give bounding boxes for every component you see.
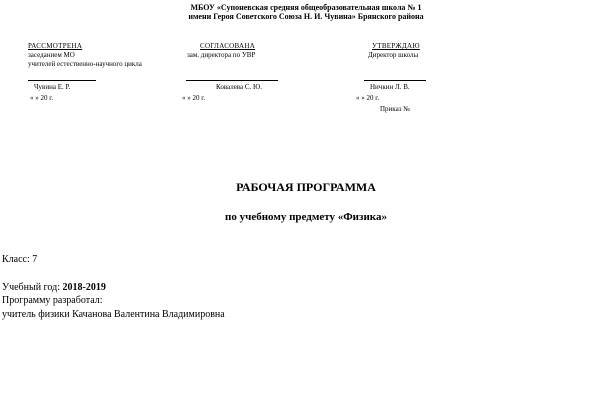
right-approval-role1: Директор школы [368,51,419,59]
left-approval-name: Чувина Е. Р. [34,83,71,91]
left-approval-role1: заседанием МО [28,51,75,59]
right-approval-heading: УТВЕРЖДАЮ [372,42,420,50]
middle-approval-heading: СОГЛАСОВАНА [200,42,256,50]
right-approval-name: Ничкин Л. В. [370,83,410,91]
year-value: 2018-2019 [62,282,106,293]
year-label: Учебный год: [2,282,60,293]
left-approval-heading: РАССМОТРЕНА [28,42,83,50]
right-approval-order: Приказ № [380,105,410,113]
middle-approval-name: Ковалева С. Ю. [216,83,262,91]
class-value: 7 [32,254,38,265]
school-name-line1: МБОУ «Супоневская средняя общеобразовательная школа № 1 [190,3,422,12]
middle-approval-date: « » 20 г. [182,94,206,102]
class-line [2,254,37,266]
left-approval-date: « » 20 г. [30,94,54,102]
right-approval-date: « » 20 г. [356,94,380,102]
author-label: Программу разработал: [2,295,103,306]
class-label: Класс: [2,254,30,265]
middle-approval-role1: зам. директора по УВР [187,51,256,59]
year-line [2,282,106,294]
right-signature-line [364,80,426,81]
middle-signature-line [186,80,278,81]
document-title: РАБОЧАЯ ПРОГРАММА [236,180,376,194]
school-name-line2: имени Героя Советского Союза Н. И. Чувина» Брянского района [188,12,424,21]
author-value: учитель физики Качанова Валентина Владимировна [2,309,225,320]
left-signature-line [28,80,96,81]
document-subtitle: по учебному предмету «Физика» [225,211,387,223]
left-approval-role2: учителей естественно-научного цикла [28,60,142,68]
